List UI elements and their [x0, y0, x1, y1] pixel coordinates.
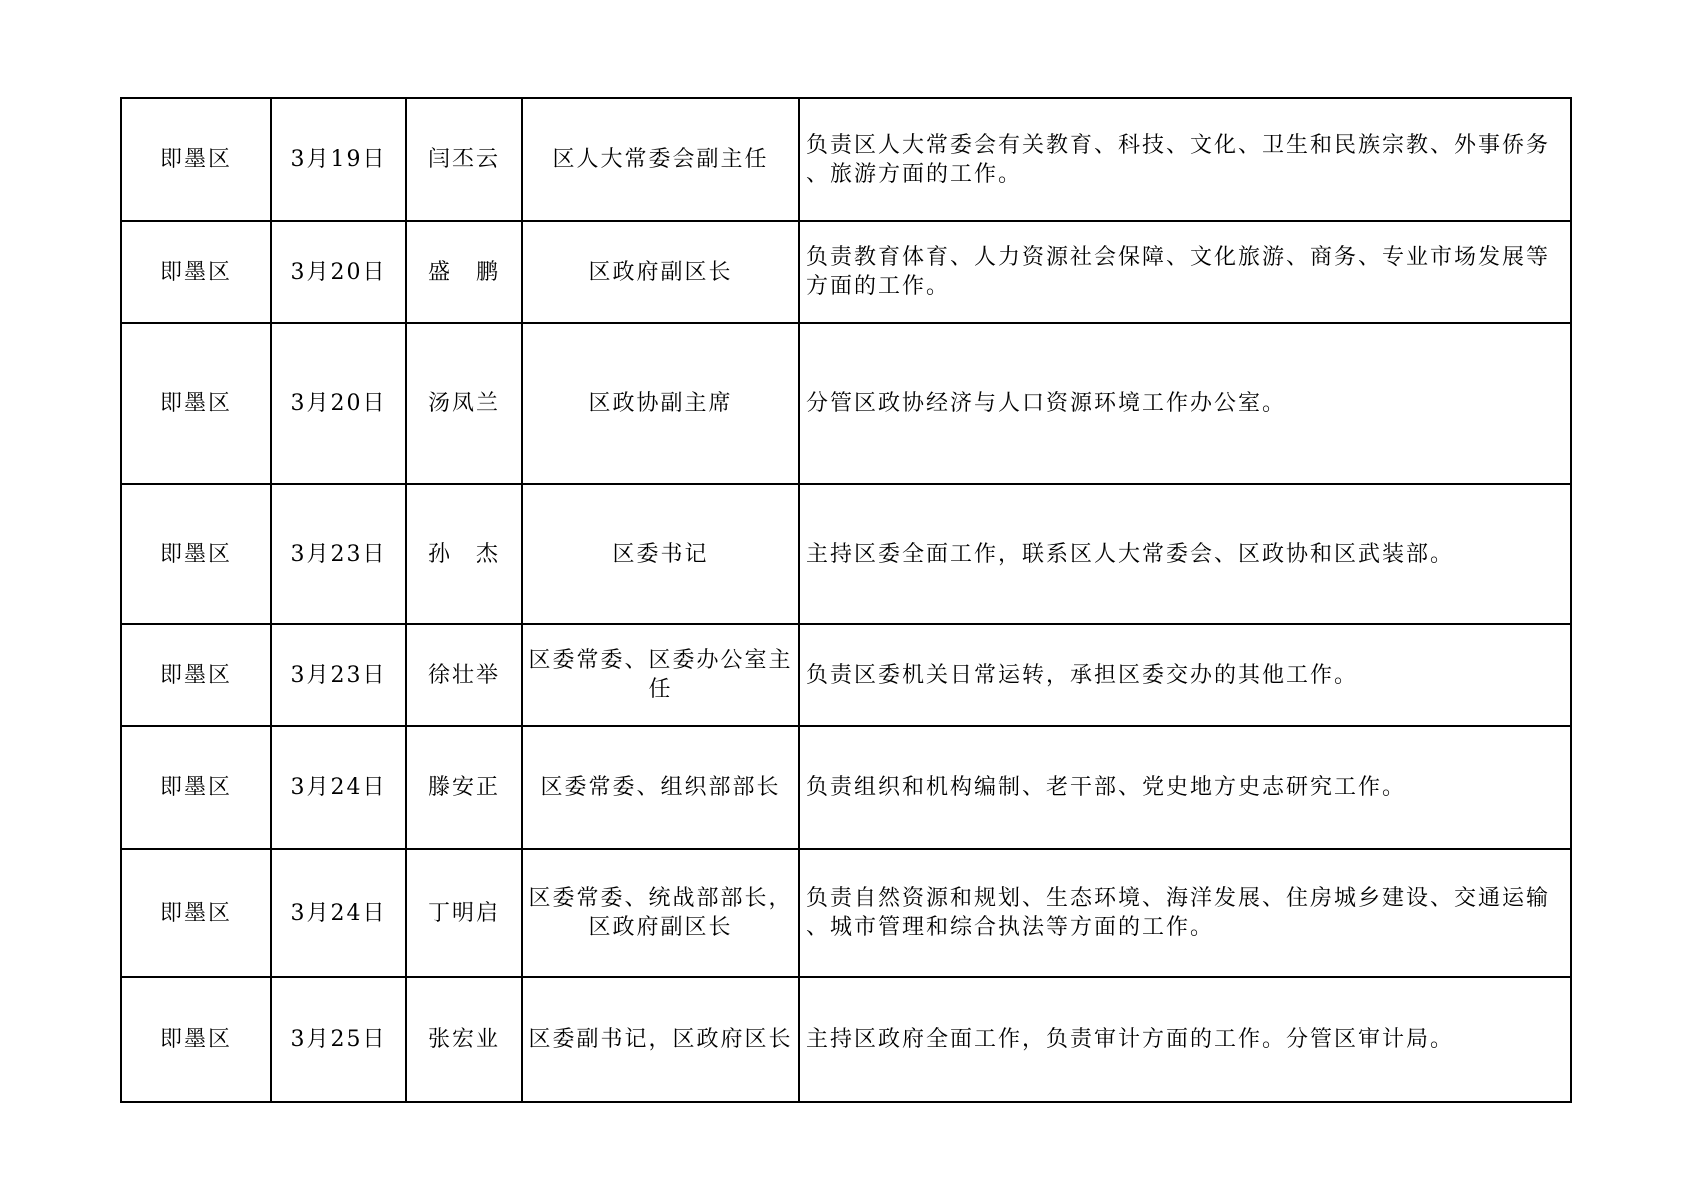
table-row: [121, 977, 1571, 1102]
position-cell: 区政协副主席: [522, 323, 799, 484]
date-cell: 3月24日: [271, 849, 406, 977]
district-cell: 即墨区: [121, 849, 271, 977]
name-cell: 滕安正: [406, 726, 522, 849]
district-cell: 即墨区: [121, 221, 271, 323]
table-row: [121, 484, 1571, 624]
position-cell: 区委常委、统战部部长，区政府副区长: [522, 849, 799, 977]
district-cell: 即墨区: [121, 484, 271, 624]
table-row: [121, 221, 1571, 323]
date-cell: 3月25日: [271, 977, 406, 1102]
duties-cell: 负责区委机关日常运转，承担区委交办的其他工作。: [799, 624, 1571, 726]
duties-cell: 主持区政府全面工作，负责审计方面的工作。分管区审计局。: [799, 977, 1571, 1102]
position-cell: 区政府副区长: [522, 221, 799, 323]
name-cell: 徐壮举: [406, 624, 522, 726]
duties-cell: 负责组织和机构编制、老干部、党史地方史志研究工作。: [799, 726, 1571, 849]
table-row: [121, 726, 1571, 849]
position-cell: 区委常委、区委办公室主任: [522, 624, 799, 726]
table-row: [121, 98, 1571, 221]
duties-cell: 负责自然资源和规划、生态环境、海洋发展、住房城乡建设、交通运输、城市管理和综合执法等方面的工作。: [799, 849, 1571, 977]
name-cell: 闫丕云: [406, 98, 522, 221]
name-cell: 张宏业: [406, 977, 522, 1102]
date-cell: 3月24日: [271, 726, 406, 849]
date-cell: 3月20日: [271, 221, 406, 323]
table-row: [121, 323, 1571, 484]
duties-cell: 分管区政协经济与人口资源环境工作办公室。: [799, 323, 1571, 484]
name-cell: 孙 杰: [406, 484, 522, 624]
district-cell: 即墨区: [121, 98, 271, 221]
name-cell: 盛 鹏: [406, 221, 522, 323]
position-cell: 区人大常委会副主任: [522, 98, 799, 221]
schedule-table: [120, 97, 1572, 1103]
date-cell: 3月20日: [271, 323, 406, 484]
position-cell: 区委书记: [522, 484, 799, 624]
district-cell: 即墨区: [121, 624, 271, 726]
duties-cell: 主持区委全面工作，联系区人大常委会、区政协和区武装部。: [799, 484, 1571, 624]
duties-cell: 负责教育体育、人力资源社会保障、文化旅游、商务、专业市场发展等方面的工作。: [799, 221, 1571, 323]
date-cell: 3月23日: [271, 484, 406, 624]
district-cell: 即墨区: [121, 323, 271, 484]
district-cell: 即墨区: [121, 726, 271, 849]
date-cell: 3月23日: [271, 624, 406, 726]
position-cell: 区委副书记，区政府区长: [522, 977, 799, 1102]
date-cell: 3月19日: [271, 98, 406, 221]
name-cell: 汤凤兰: [406, 323, 522, 484]
name-cell: 丁明启: [406, 849, 522, 977]
table-row: [121, 624, 1571, 726]
table-row: [121, 849, 1571, 977]
district-cell: 即墨区: [121, 977, 271, 1102]
position-cell: 区委常委、组织部部长: [522, 726, 799, 849]
duties-cell: 负责区人大常委会有关教育、科技、文化、卫生和民族宗教、外事侨务、旅游方面的工作。: [799, 98, 1571, 221]
